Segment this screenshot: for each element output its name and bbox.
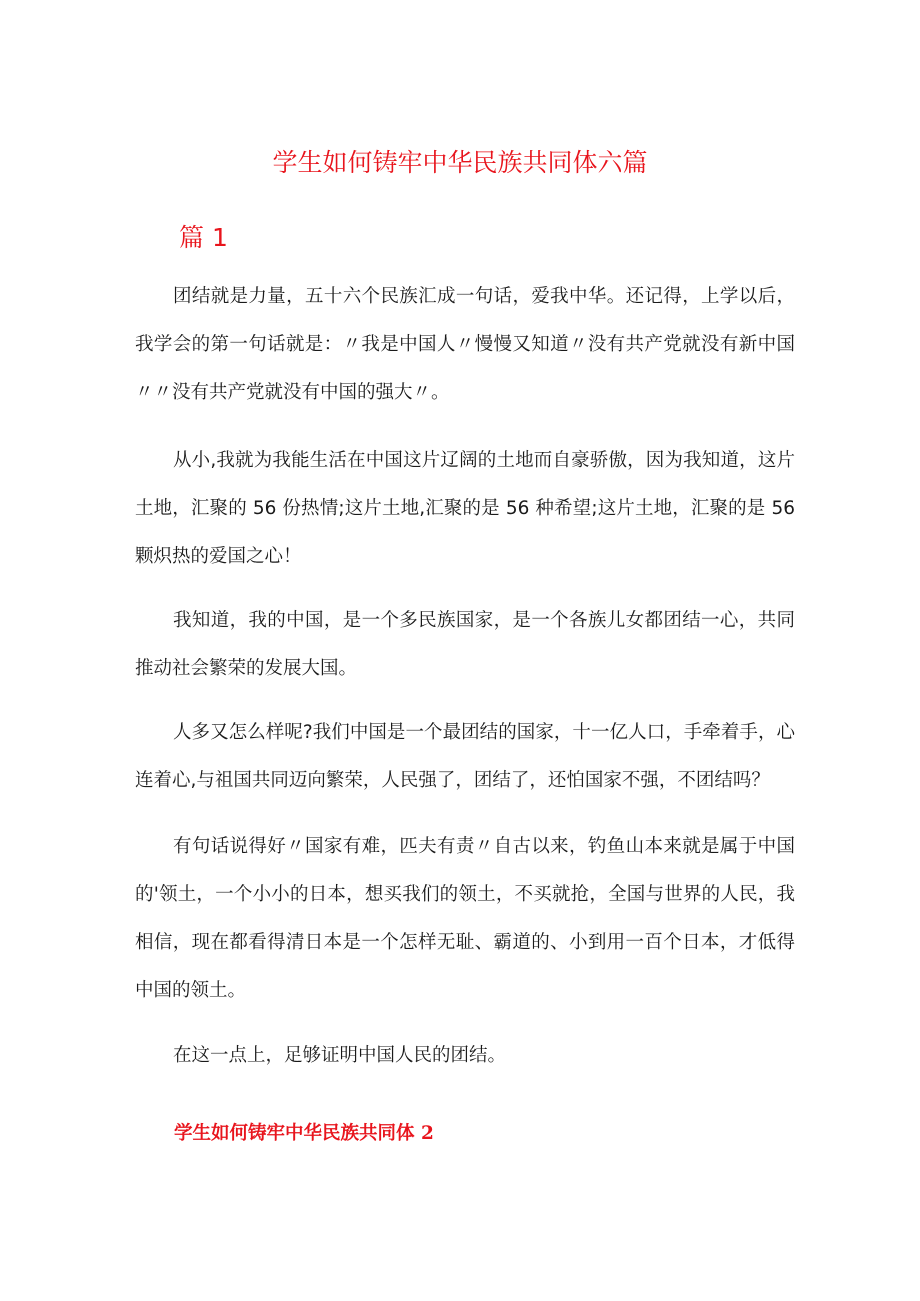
next-section-heading: 学生如何铸牢中华民族共同体 2	[174, 1123, 434, 1144]
paragraph-3: 我知道，我的中国，是一个多民族国家，是一个各族儿女都团结一心，共同推动社会繁荣的发展大国。	[135, 610, 795, 679]
paragraph-6: 在这一点上，足够证明中国人民的团结。	[173, 1045, 507, 1066]
section-heading: 篇 1	[179, 223, 228, 252]
paragraph-5: 有句话说得好〃国家有难，匹夫有责〃自古以来，钓鱼山本来就是属于中国的'领土，一个小小的日本，想买我们的领土，不买就抢，全国与世界的人民，我相信，现在都看得清日本是一个怎样无耻、霸道的、小到用一百个日本，才低得中国的领土。	[135, 836, 795, 1001]
paragraph-4: 人多又怎么样呢?我们中国是一个最团结的国家，十一亿人口，手牵着手，心连着心,与祖国共同迈向繁荣，人民强了，团结了，还怕国家不强，不团结吗？	[135, 722, 795, 791]
paragraph-1: 团结就是力量，五十六个民族汇成一句话，爱我中华。还记得，上学以后，我学会的第一句话就是：〃我是中国人〃慢慢又知道〃没有共产党就没有新中国〃〃没有共产党就没有中国的强大〃。	[135, 286, 795, 403]
paragraph-2: 从小,我就为我能生活在中国这片辽阔的土地而自豪骄傲，因为我知道，这片土地，汇聚的 56 份热情;这片土地,汇聚的是 56 种希望;这片土地，汇聚的是 56 颗炽热的爱国之心！	[135, 450, 795, 567]
document-title: 学生如何铸牢中华民族共同体六篇	[272, 148, 648, 177]
